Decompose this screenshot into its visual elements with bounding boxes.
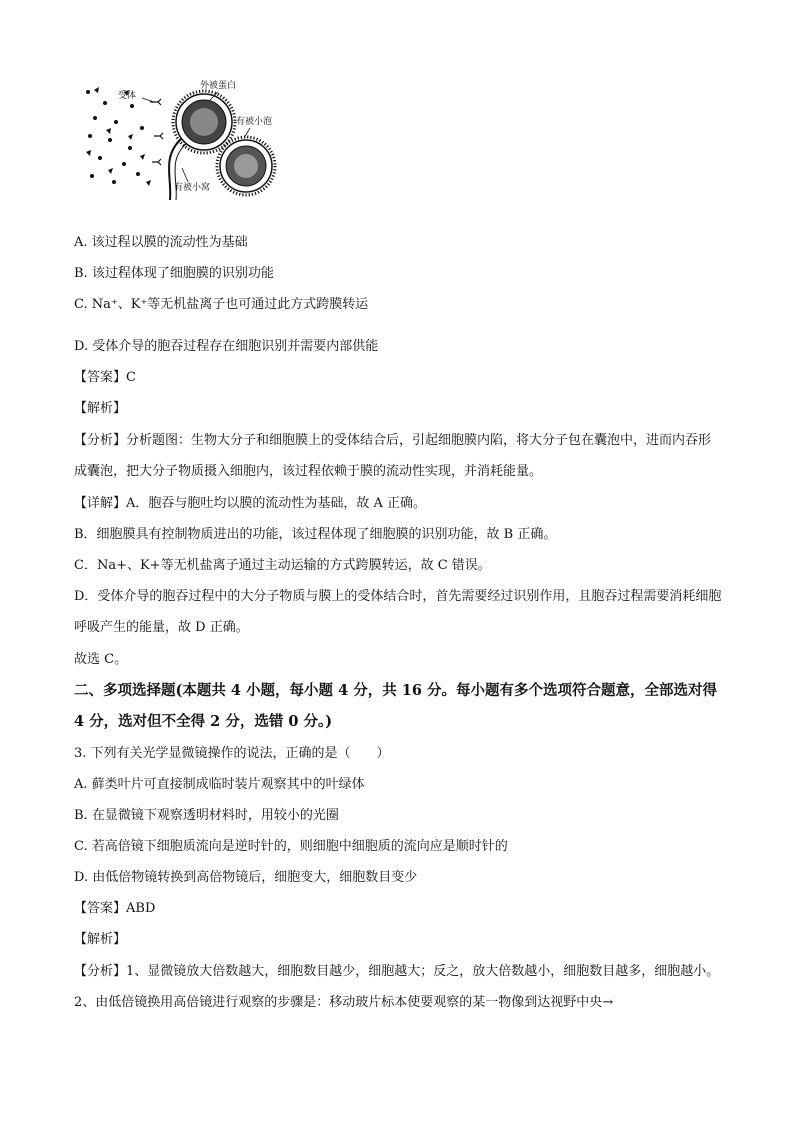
- endocytosis-diagram-svg: [80, 78, 280, 200]
- q3-option-b: B. 在显微镜下观察透明材料时，用较小的光圈: [74, 808, 339, 823]
- q2-detail-a: [74, 495, 426, 513]
- analysis-text: 分析题图：生物大分子和细胞膜上的受体结合后，引起细胞膜内陷，将大分子包在囊泡中，进而内吞形成囊泡，把大分子物质摄入细胞内，该过程依赖于膜的流动性实现，并消耗能量。: [74, 433, 712, 479]
- q2-option-c: C. Na⁺、K⁺等无机盐离子也可通过此方式跨膜转运: [74, 297, 369, 312]
- q3-analysis-tag: 【解析】: [74, 932, 127, 947]
- detail-a-text: A．胞吞与胞吐均以膜的流动性为基础，故 A 正确。: [126, 496, 427, 511]
- label-receptor: 受体: [118, 91, 137, 101]
- detail-head: 【详解】: [74, 496, 127, 511]
- answer-value: C: [126, 370, 136, 385]
- q2-option-a: A. 该过程以膜的流动性为基础: [74, 235, 248, 250]
- label-coated-vesicle: 有被小泡: [236, 117, 273, 127]
- analysis-head: 【分析】: [74, 964, 127, 979]
- q2-option-b: B. 该过程体现了细胞膜的识别功能: [74, 266, 274, 281]
- q3-option-a: A. 藓类叶片可直接制成临时装片观察其中的叶绿体: [74, 777, 365, 792]
- analysis-text: 1、显微镜放大倍数越大，细胞数目越少，细胞越大；反之，放大倍数越小，细胞数目越多，细胞越小。2、由低倍镜换用高倍镜进行观察的步骤是：移动玻片标本使要观察的某一物像到达视野中央→: [74, 964, 720, 1010]
- q3-option-c: C. 若高倍镜下细胞质流向是逆时针的，则细胞中细胞质的流向应是顺时针的: [74, 839, 508, 854]
- q3-answer: [74, 900, 155, 918]
- q3-analysis: [74, 956, 724, 1018]
- q2-conclusion: 故选 C。: [74, 652, 128, 667]
- answer-value: ABD: [126, 901, 156, 916]
- q2-answer: [74, 369, 136, 387]
- q2-analysis: [74, 425, 724, 487]
- answer-tag: 【答案】: [74, 901, 127, 916]
- coated-pit: [173, 91, 235, 153]
- q3-option-d: D. 由低倍物镜转换到高倍物镜后，细胞变大，细胞数目变少: [74, 870, 418, 885]
- label-coated-pit: 有被小窝: [174, 183, 211, 193]
- q2-detail-c: C．Na+、K+等无机盐离子通过主动运输的方式跨膜转运，故 C 错误。: [74, 558, 491, 573]
- q2-analysis-tag: 【解析】: [74, 401, 127, 416]
- label-coat-protein: 外被蛋白: [200, 81, 237, 91]
- q2-detail-d: D．受体介导的胞吞过程中的大分子物质与膜上的受体结合时，首先需要经过识别作用，且胞吞过程需要消耗细胞呼吸产生的能量，故 D 正确。: [74, 589, 722, 635]
- endocytosis-diagram: [80, 78, 280, 200]
- analysis-head: 【分析】: [74, 433, 127, 448]
- molecules: [86, 87, 151, 186]
- section2-heading: 二、多项选择题(本题共 4 小题，每小题 4 分，共 16 分。每小题有多个选项符合题意，全部选对得 4 分，选对但不全得 2 分，选错 0 分。): [74, 682, 718, 730]
- q2-option-d: D. 受体介导的胞吞过程存在细胞识别并需要内部供能: [74, 339, 379, 354]
- answer-tag: 【答案】: [74, 370, 127, 385]
- q2-detail-b: B．细胞膜具有控制物质进出的功能，该过程体现了细胞膜的识别功能，故 B 正确。: [74, 527, 557, 542]
- q3-stem: 3. 下列有关光学显微镜操作的说法，正确的是（ ）: [74, 746, 390, 761]
